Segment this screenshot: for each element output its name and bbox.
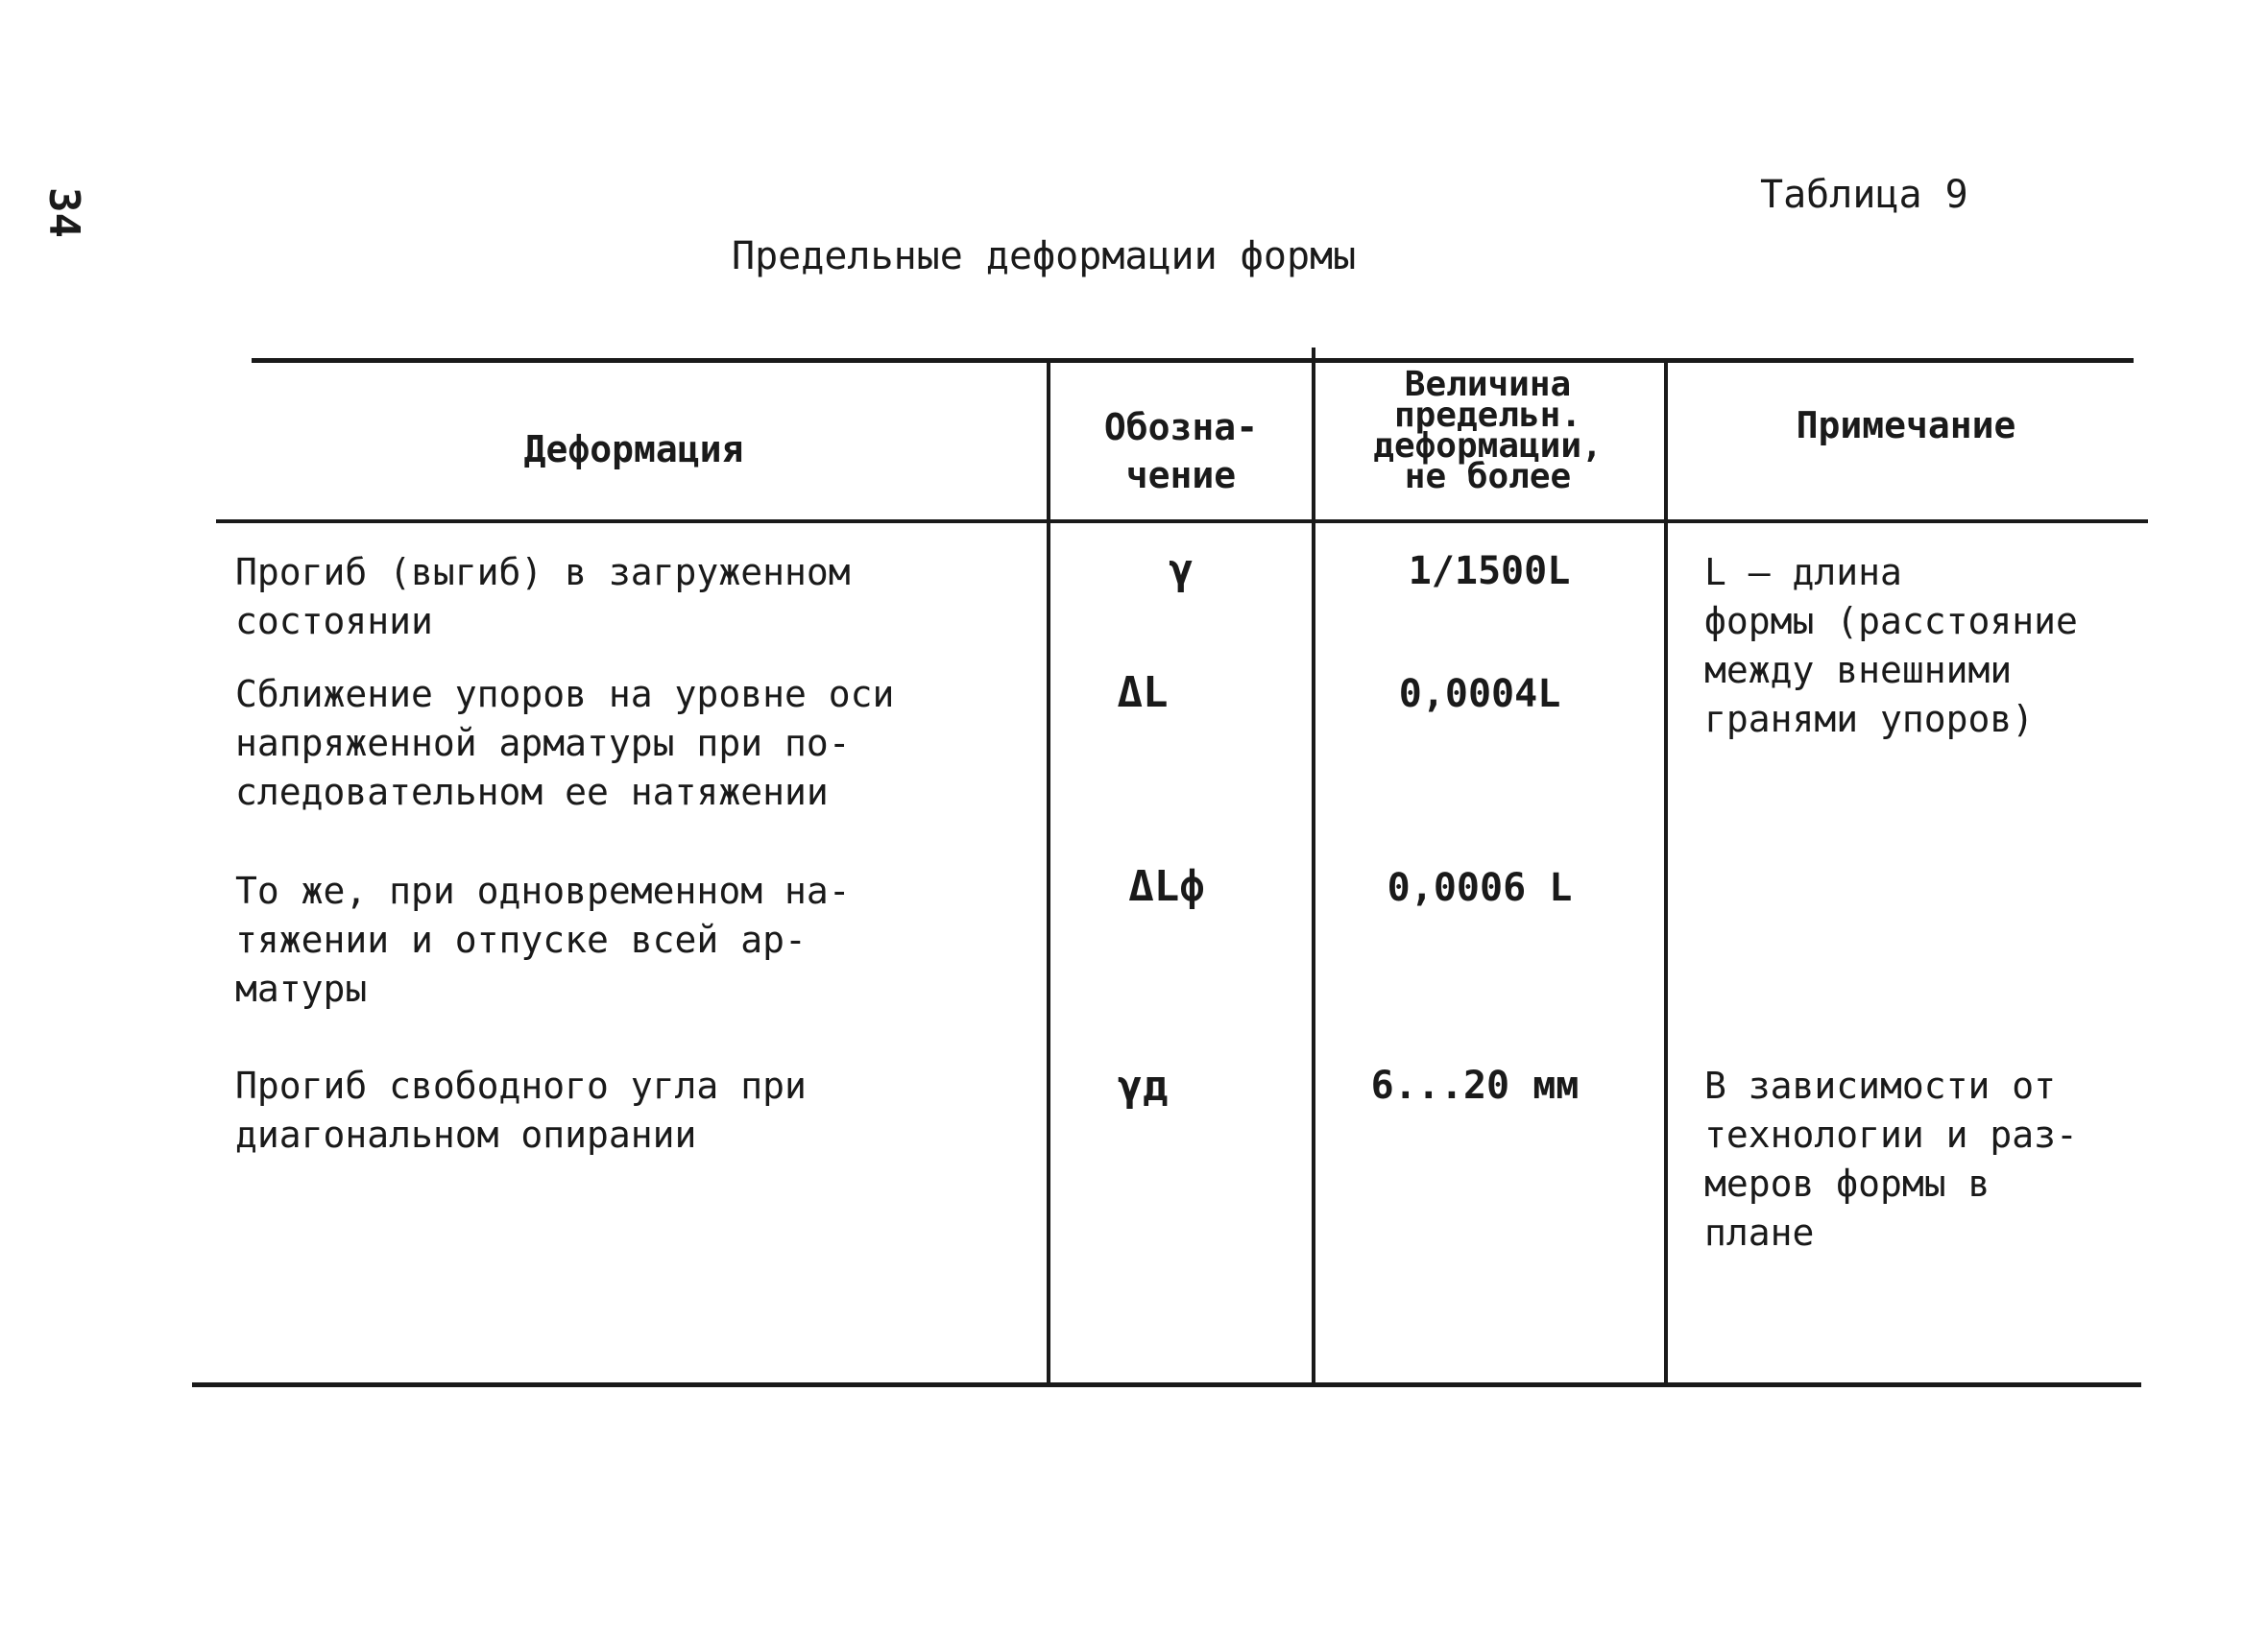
row-1-deformation: Прогиб (выгиб) в загруженном состоянии <box>235 551 851 642</box>
row-3-value: 0,0006 L <box>1387 866 1573 910</box>
top-rule <box>252 358 2134 363</box>
header-value: Величина предельн. деформации, не более <box>1373 365 1603 496</box>
header-symbol: Обозна- чение <box>1103 406 1259 496</box>
row-2-deformation: Сближение упоров на уровне оси напряженной арматуры при по- следовательном ее натяжении <box>235 673 895 813</box>
row-4-note: В зависимости от технологии и раз- меров формы в плане <box>1704 1065 2078 1254</box>
header-deformation: Деформация <box>523 428 744 470</box>
header-note: Примечание <box>1796 404 2016 446</box>
row-2-symbol: ΔL <box>1117 668 1169 717</box>
column-divider <box>1312 348 1315 1385</box>
row-4-value: 6...20 мм <box>1370 1064 1580 1108</box>
row-1-note: L – длина формы (расстояние между внешними гранями упоров) <box>1704 551 2078 740</box>
header-rule <box>216 519 2148 523</box>
table-label: Таблица 9 <box>1760 173 1968 217</box>
column-divider <box>1664 358 1668 1385</box>
row-1-symbol: γ <box>1168 545 1194 594</box>
row-2-value: 0,0004L <box>1398 672 1561 716</box>
row-3-deformation: То же, при одновременном на- тяжении и отпуске всей ар- матуры <box>235 870 851 1010</box>
column-divider <box>1047 358 1050 1385</box>
bottom-rule <box>192 1382 2141 1387</box>
row-1-value: 1/1500L <box>1408 549 1571 593</box>
row-3-symbol: ΔLф <box>1128 862 1205 911</box>
page-number: 34 <box>39 187 88 238</box>
row-4-symbol: γд <box>1117 1062 1169 1111</box>
row-4-deformation: Прогиб свободного угла при диагональном опирании <box>235 1065 807 1156</box>
table-title: Предельные деформации формы <box>732 234 1357 278</box>
